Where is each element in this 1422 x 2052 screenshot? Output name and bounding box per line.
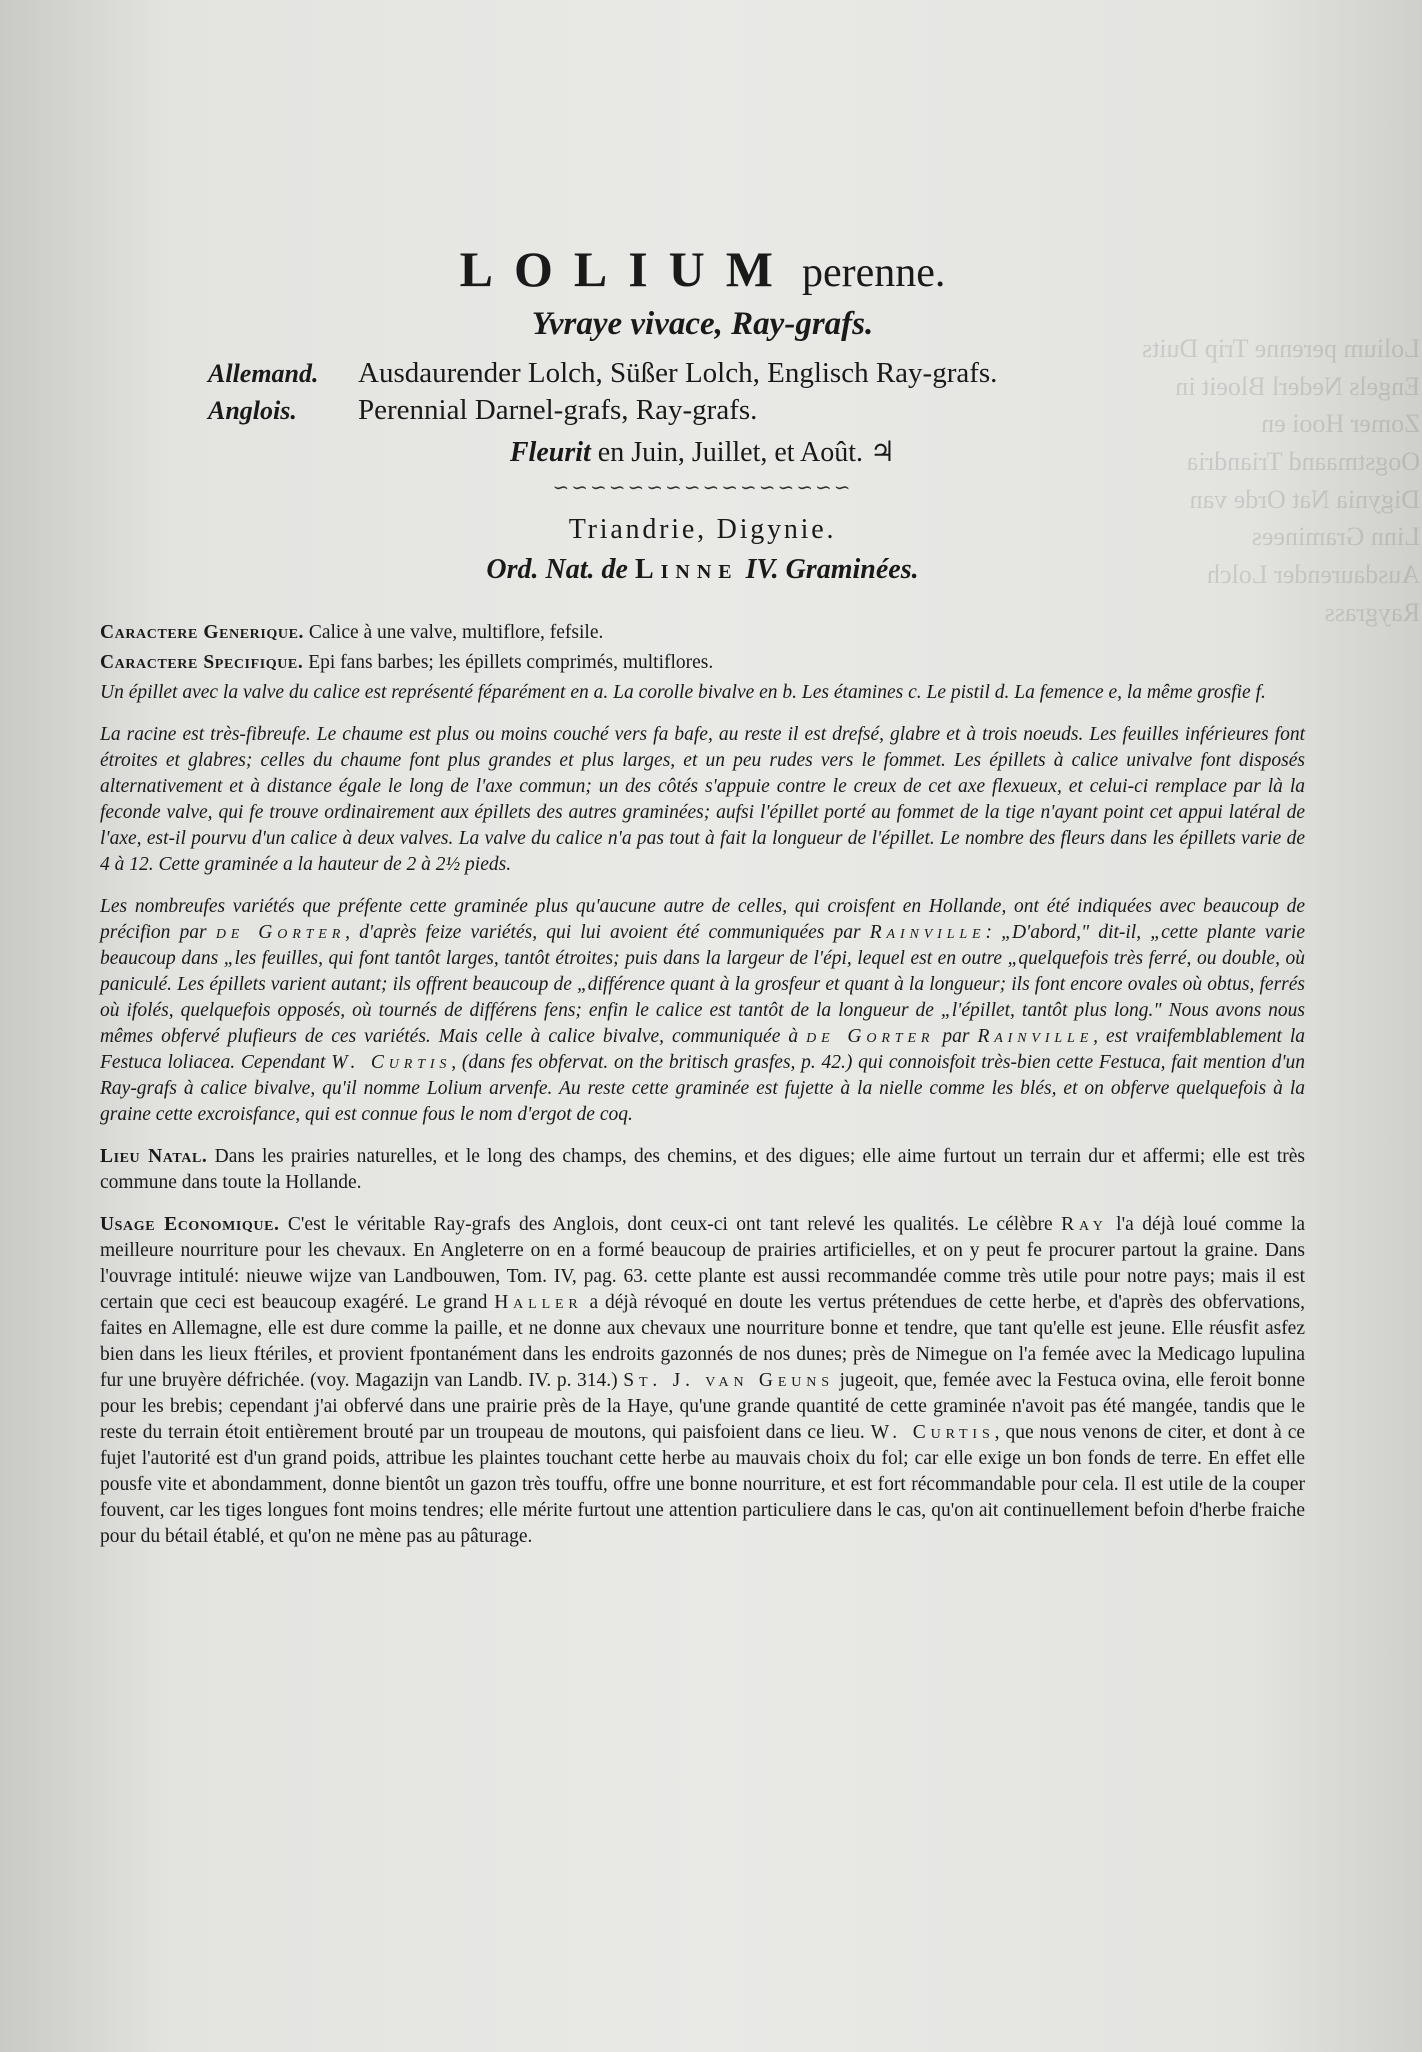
common-name-row <box>208 357 1108 390</box>
usage-text: C'est le véritable Ray-grafs des Anglois, dont ceux-ci ont tant relevé les qualités. Le célèbre <box>287 1214 1053 1235</box>
flowering-label: Fleurit <box>509 437 591 468</box>
specific-character-label: Caractere Specifique. <box>100 652 304 673</box>
generic-character-text: Calice à une valve, multiflore, fefsile. <box>308 622 604 643</box>
usage-text: l'a déjà loué comme la meilleure nourriture pour les chevaux. En Angleterre on en a formé beaucoup de prairies artificielles, et on y peut fe procurer partout la graine. Dans l'ouvrage intitulé: nieuwe wijze van Landbouwen, Tom. IV, pag. 63. cette plante est aussi recommandée comme très utile pour notre pays; mais il est certain que ceci est beaucoup exagéré. Le grand <box>100 1214 1306 1313</box>
title-genus: LOLIUM <box>459 241 794 297</box>
author-curtis: W. Curtis <box>870 1422 995 1443</box>
varieties-text: par <box>942 1026 970 1047</box>
order-author: Linne <box>634 554 739 585</box>
generic-character <box>100 620 1305 646</box>
common-name-value: Perennial Darnel-grafs, Ray-grafs. <box>358 394 758 426</box>
author-rainville: Rainville <box>977 1026 1094 1047</box>
varieties-text: , est vraifemblablement la Festuca loliacea. Cependant <box>100 1026 1306 1073</box>
common-name-label: Anglois. <box>208 396 297 425</box>
author-haller: Haller <box>494 1292 583 1313</box>
habitat-text: Dans les prairies naturelles, et le long des champs, des chemins, et des digues; elle aime furtout un terrain dur et affermi; elle est très commune dans toute la Hollande. <box>100 1146 1306 1193</box>
varieties-text: : „D'abord," dit-il, „cette plante varie beaucoup dans „les feuilles, qui font tantôt larges, tantôt étroites; puis dans la largeur de l'épi, lequel est en outre „quelquefois très ferré, ou double, où paniculé. Les épillets varient autant; ils offrent beaucoup de „différence quant à la grosfeur et quant à la longueur; ils font encore ovales où obtus, ferrés où ifolés, quelquefois opposés, où tournés de différens fens; enfin le calice est tantôt de la longueur de „l'épillet, tantôt plus long." Nous avons nous mêmes obfervé plufieurs de ces variétés. Mais celle à calice bivalve, communiquée à <box>100 922 1305 1047</box>
usage-text: , que nous venons de citer, et dont à ce fujet l'autorité est d'un grand poids, attribue les plaintes touchant cette herbe au mauvais choix du fol; car elle exige un bon fonds de terre. En effet elle pousfe vite et abondamment, donne bientôt un gazon très touffu, offre une bonne nourriture, et est fort récommandable pour cela. Il est utile de la couper fouvent, car les tiges longues font moins tendres; elle mérite furtout une attention particuliere dans le cas, qu'on ait continuellement befoin d'herbe fraiche pour du bétail établé, et qu'on ne mène pas au pâturage. <box>100 1422 1306 1547</box>
author-ray: Ray <box>1061 1214 1108 1235</box>
page-subtitle: Yvraye vivace, Ray-grafs. <box>531 306 874 342</box>
economic-use-paragraph <box>100 1212 1305 1550</box>
author-gorter: de Gorter <box>806 1026 935 1047</box>
bleed-through-text: Lolium perenne Trip Duits Engels Nederl Bloeit in Zomer Hooi en Oogstmaand Triandria Digynia Nat Orde van Linn Graminees Ausdaurender Lolch Raygrass <box>1141 334 1420 627</box>
common-name-value: Ausdaurender Lolch, Süßer Lolch, Englisch Ray-grafs. <box>358 357 998 389</box>
classification-line: Triandrie, Digynie. <box>568 514 837 545</box>
title-species: perenne. <box>801 250 946 296</box>
varieties-text: , (dans fes obfervat. on the britisch grasfes, p. 42.) qui connoisfoit très-bien cette Festuca, fait mention d'un Ray-grafs à calice bivalve, qu'il nomme Lolium arvenfe. Au reste cette graminée est fujette à la nielle comme les blés, et on obferve quelquefois à la graine cette excroisfance, qui est connue fous le nom d'ergot de coq. <box>100 1052 1305 1125</box>
flowering-line <box>100 435 1305 469</box>
figure-note: Un épillet avec la valve du calice est représenté féparément en a. La corolle bivalve en b. Les étamines c. Le pistil d. La femence e, la même grosfie f. <box>100 682 1266 703</box>
habitat-label: Lieu Natal. <box>100 1146 208 1167</box>
varieties-text: Les nombreufes variétés que préfente cette graminée plus qu'aucune autre de celles, qui croisfent en Hollande, ont été indiquées avec beaucoup de précifion par <box>100 896 1305 943</box>
specific-character <box>100 650 1305 676</box>
order-suffix: IV. Graminées. <box>745 554 919 585</box>
document-body <box>100 240 1305 1566</box>
page-title <box>100 240 1305 298</box>
varieties-text: , d'après feize variétés, qui lui avoient été communiquées par <box>345 922 861 943</box>
common-name-row <box>208 394 1108 427</box>
usage-text: jugeoit, que, femée avec la Festuca ovina, elle feroit bonne pour les brebis; cependant j'ai obfervé dans une prairie près de la Haye, qu'une grande quantité de cette graminée n'avoit pas été mangée, tandis que le reste du terrain étoit entièrement brouté par un troupeau de moutons, qui paisfoient dans ce lieu. <box>100 1370 1306 1443</box>
order-prefix: Ord. Nat. de <box>486 554 628 585</box>
economic-use-label: Usage Economique. <box>100 1214 280 1235</box>
author-rainville: Rainville <box>869 922 986 943</box>
generic-character-label: Caractere Generique. <box>100 622 304 643</box>
flowering-value: en Juin, Juillet, et Août. ♃ <box>597 437 896 468</box>
specific-character-text: Epi fans barbes; les épillets comprimés, multiflores. <box>308 652 714 673</box>
ornament-divider: ∽∽∽∽∽∽∽∽∽∽∽∽∽∽∽∽ <box>552 477 853 499</box>
description-paragraph: La racine est très-fibreufe. Le chaume est plus ou moins couché vers fa bafe, au reste il est drefsé, glabre et à trois noeuds. Les feuilles inférieures font étroites et glabres; celles du chaume font plus grandes et plus larges, et un peu rudes vers le fommet. Les épillets à calice univalve font disposés alternativement et à distance égale le long de l'axe commun; un des côtés s'appuie contre le creux de cet axe flexueux, et celui-ci remplace par là la feconde valve, qui fe trouve ordinairement aux épillets des autres graminées; aufsi l'épillet porté au fommet de la tige n'ayant point cet appui latéral de l'axe, est-il pourvu d'un calice à deux valves. La valve du calice n'a pas tout à fait la longueur de l'épillet. Le nombre des fleurs dans les épillets varie de 4 à 12. Cette graminée a la hauteur de 2 à 2½ pieds. <box>100 724 1305 875</box>
author-curtis: W. Curtis <box>331 1052 452 1073</box>
author-geuns: St. J. van Geuns <box>623 1370 834 1391</box>
varieties-paragraph <box>100 894 1305 1128</box>
usage-text: a déjà révoqué en doute les vertus prétendues de cette herbe, et d'après des obfervations, faites en Allemagne, elle est dure comme la paille, et ne donne aux chevaux une nourriture bonne et tendre, que tant qu'elle est jeune. Elle réusfit asfez bien dans les lieux ftériles, et provient fpontanément dans les endroits gazonnés de nos dunes; près de Nimegue on l'a femée avec la Medicago lupulina fur une bruyère défrichée. (voy. Magazijn van Landb. IV. p. 314.) <box>100 1292 1306 1391</box>
natural-order-line <box>100 554 1305 586</box>
habitat-paragraph <box>100 1144 1305 1196</box>
author-gorter: de Gorter <box>215 922 346 943</box>
common-names <box>208 357 1108 427</box>
common-name-label: Allemand. <box>208 359 319 388</box>
